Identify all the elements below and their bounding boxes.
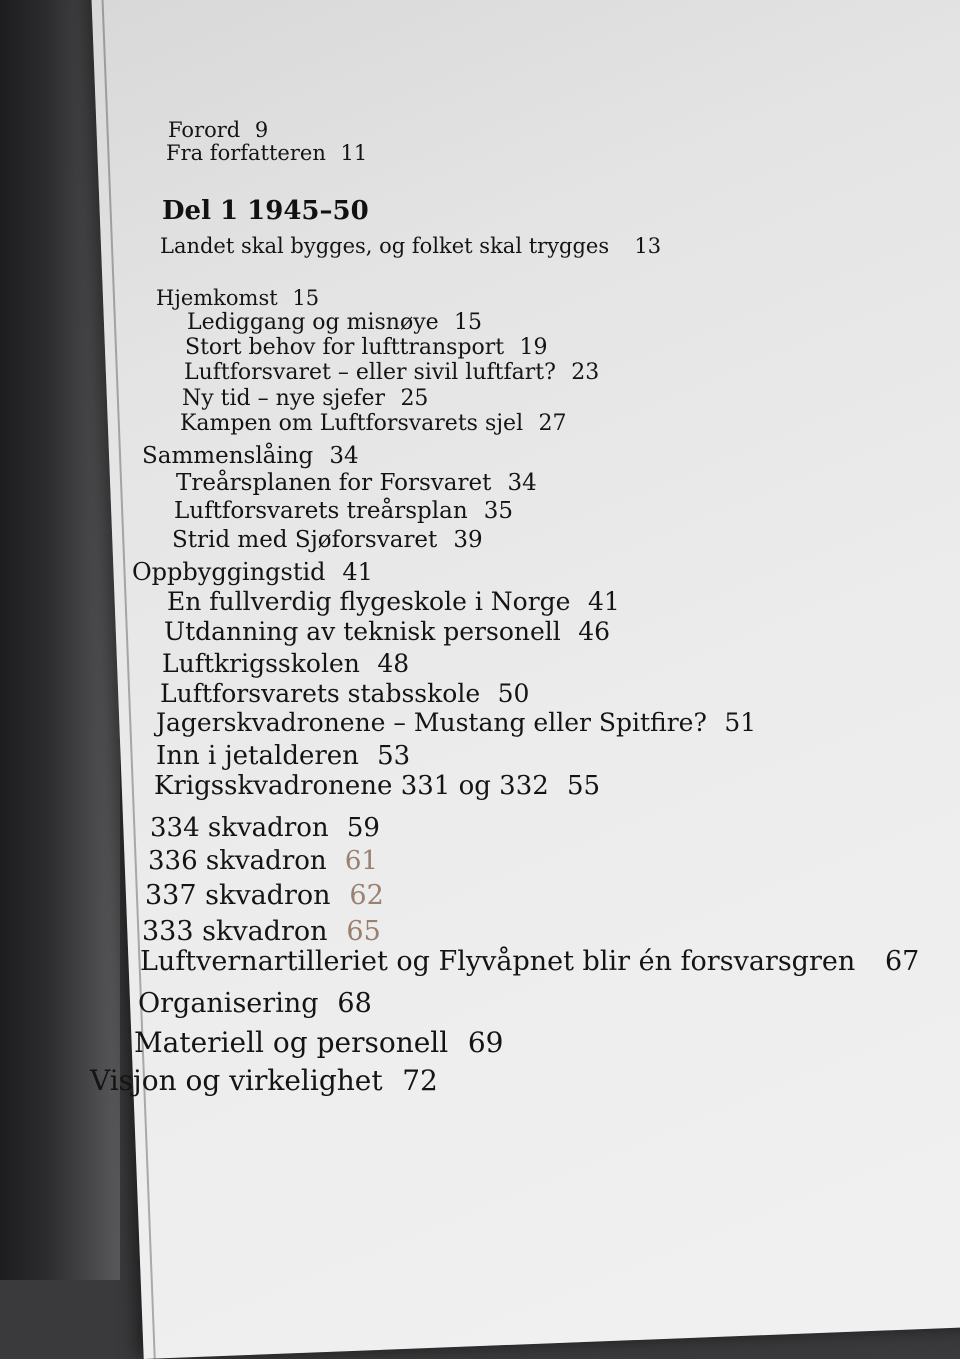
toc-entry: 333 skvadron 65: [142, 916, 381, 947]
toc-entry: Luftforsvaret – eller sivil luftfart? 23: [184, 360, 600, 385]
toc-entry: 337 skvadron 62: [145, 880, 384, 911]
toc-entry: Luftforsvarets stabsskole 50: [160, 679, 530, 708]
toc-entry: Jagerskvadronene – Mustang eller Spitfire? 51: [156, 708, 757, 737]
toc-entry: Hjemkomst 15: [156, 286, 320, 310]
toc-entry: Treårsplanen for Forsvaret 34: [176, 470, 537, 496]
toc-entry: En fullverdig flygeskole i Norge 41: [167, 587, 620, 616]
toc-entry: Sammenslåing 34: [142, 443, 359, 469]
toc-entry: Landet skal bygges, og folket skal trygges 13: [160, 234, 662, 258]
toc-entry: Forord 9: [168, 118, 269, 142]
toc-entry: Visjon og virkelighet 72: [90, 1064, 438, 1097]
toc-entry: Inn i jetalderen 53: [156, 741, 411, 771]
toc-entry: Krigsskvadronene 331 og 332 55: [154, 771, 601, 801]
toc-entry: Luftkrigsskolen 48: [162, 649, 410, 678]
toc-entry: Luftforsvarets treårsplan 35: [174, 498, 514, 524]
part-heading: Del 1 1945–50: [162, 196, 369, 226]
toc-entry: Strid med Sjøforsvaret 39: [172, 527, 483, 553]
toc-entry: Organisering 68: [138, 988, 372, 1019]
toc-entry: Kampen om Luftforsvarets sjel 27: [180, 411, 567, 436]
toc-entry: 334 skvadron 59: [150, 813, 380, 843]
toc-entry: Oppbyggingstid 41: [132, 558, 373, 586]
toc-entry: Utdanning av teknisk personell 46: [164, 617, 611, 646]
toc-entry: 336 skvadron 61: [148, 846, 378, 876]
toc-entry: Stort behov for lufttransport 19: [185, 335, 548, 360]
toc-entry: Lediggang og misnøye 15: [187, 310, 483, 335]
toc-entry: Materiell og personell 69: [134, 1026, 504, 1059]
toc-entry: Ny tid – nye sjefer 25: [182, 386, 429, 411]
toc-entry: Luftvernartilleriet og Flyvåpnet blir én forsvarsgren 67: [140, 946, 920, 977]
toc-entry: Fra forfatteren 11: [166, 141, 368, 165]
